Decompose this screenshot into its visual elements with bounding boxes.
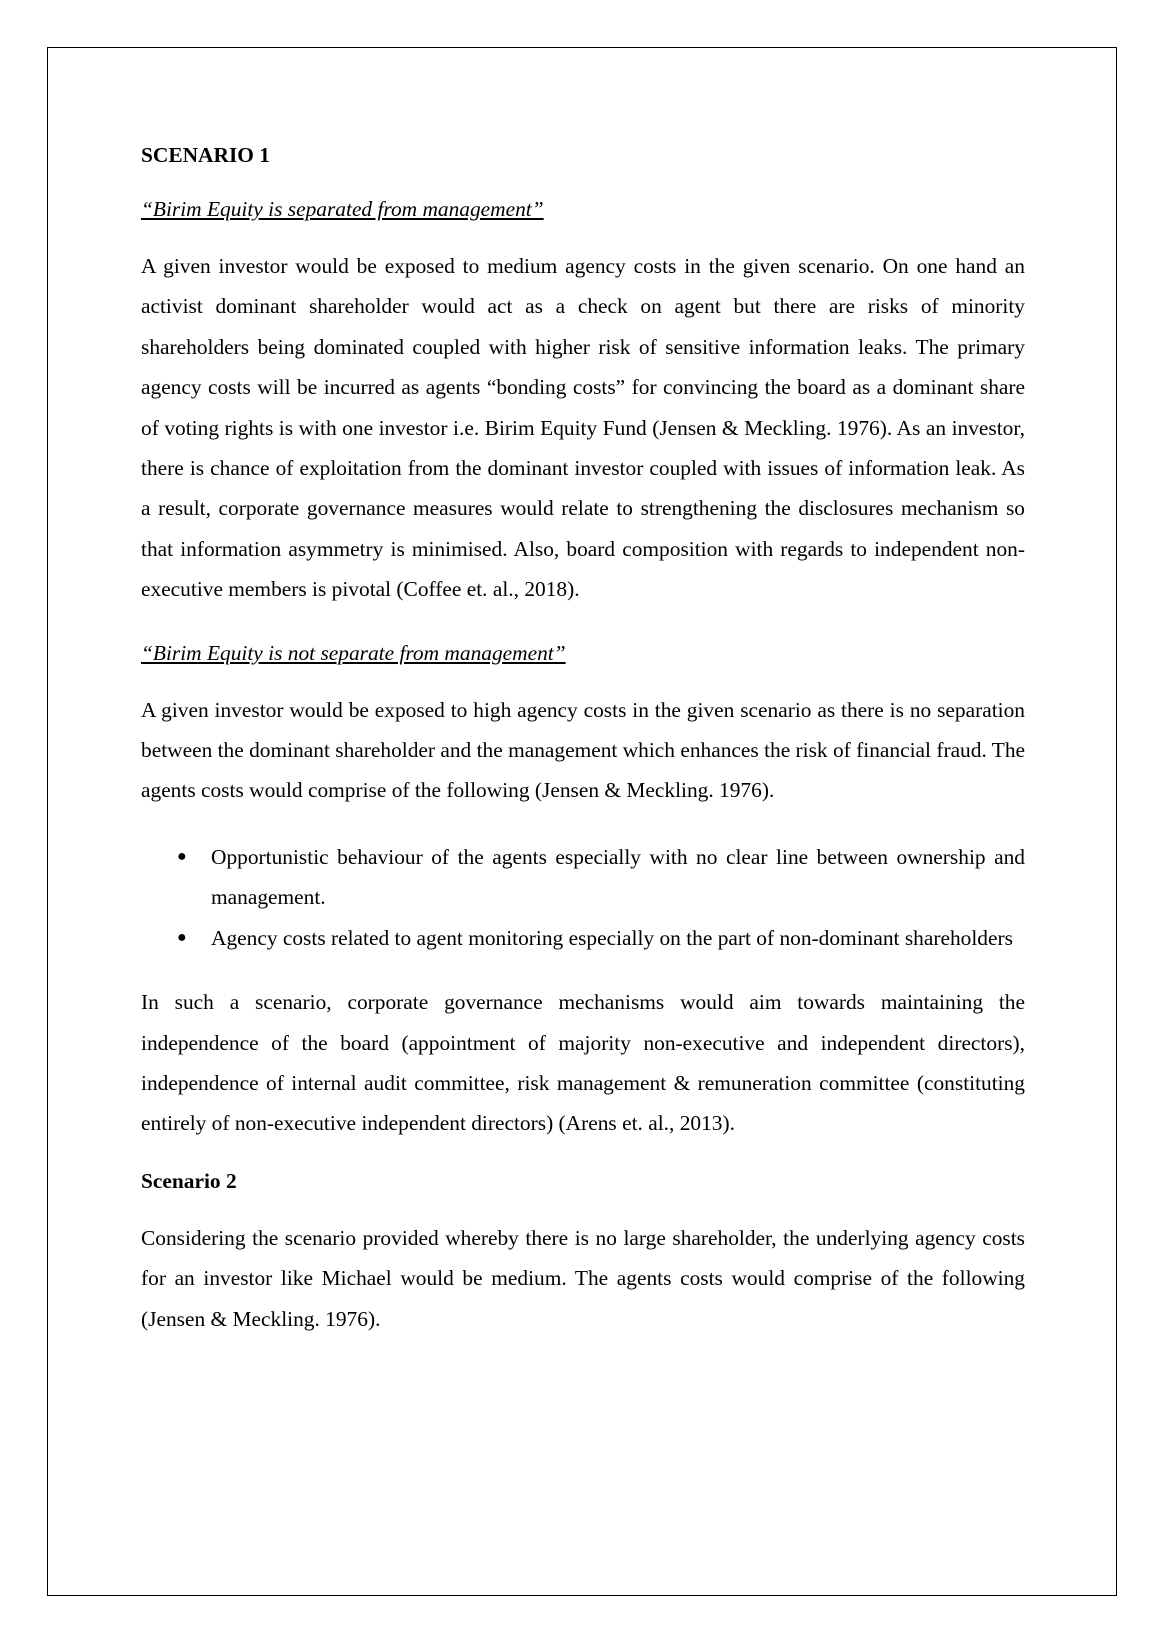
- scenario-2-paragraph-1: Considering the scenario provided whereby there is no large shareholder, the underlying agency costs for an investor like Michael would be medium. The agents costs would comprise of the following (Jensen & Meckling. 1976).: [141, 1225, 1025, 1331]
- document-body: [141, 138, 1025, 1339]
- list-item: [141, 918, 1025, 958]
- list-item: [141, 837, 1025, 918]
- agency-cost-bullet-list: [141, 837, 1025, 958]
- list-item-text: Agency costs related to agent monitoring especially on the part of non-dominant shareholders: [211, 925, 1013, 950]
- bullet-icon: ●: [177, 928, 187, 946]
- scenario-1-heading: SCENARIO 1: [141, 143, 270, 167]
- scenario-1-paragraph-2: A given investor would be exposed to high agency costs in the given scenario as there is no separation between the dominant shareholder and the management which enhances the risk of financial fraud. The agents costs would comprise of the following (Jensen & Meckling. 1976).: [141, 697, 1026, 803]
- scenario-2-heading: Scenario 2: [141, 1168, 237, 1193]
- list-item-text: Opportunistic behaviour of the agents especially with no clear line between ownership and management.: [211, 844, 1025, 910]
- scenario-1-paragraph-3: In such a scenario, corporate governance mechanisms would aim towards maintaining the independence of the board (appointment of majority non-executive and independent directors), independence of internal audit committee, risk management & remuneration committee (constituting entirely of non-executive independent directors) (Arens et. al., 2013).: [141, 990, 1025, 1136]
- scenario-1-paragraph-1: A given investor would be exposed to medium agency costs in the given scenario. On one hand an activist dominant shareholder would act as a check on agent but there are risks of minority shareholders being dominated coupled with higher risk of sensitive information leaks. The primary agency costs will be incurred as agents “bonding costs” for convincing the board as a dominant share of voting rights is with one investor i.e. Birim Equity Fund (Jensen & Meckling. 1976). As an investor, there is chance of exploitation from the dominant investor coupled with issues of information leak. As a result, corporate governance measures would relate to strengthening the disclosures mechanism so that information asymmetry is minimised. Also, board composition with regards to independent non-executive members is pivotal (Coffee et. al., 2018).: [141, 254, 1025, 602]
- bullet-icon: ●: [177, 847, 187, 865]
- scenario-1-subheading-separated: “Birim Equity is separated from management”: [141, 197, 544, 221]
- scenario-1-subheading-not-separate: “Birim Equity is not separate from management”: [141, 640, 566, 665]
